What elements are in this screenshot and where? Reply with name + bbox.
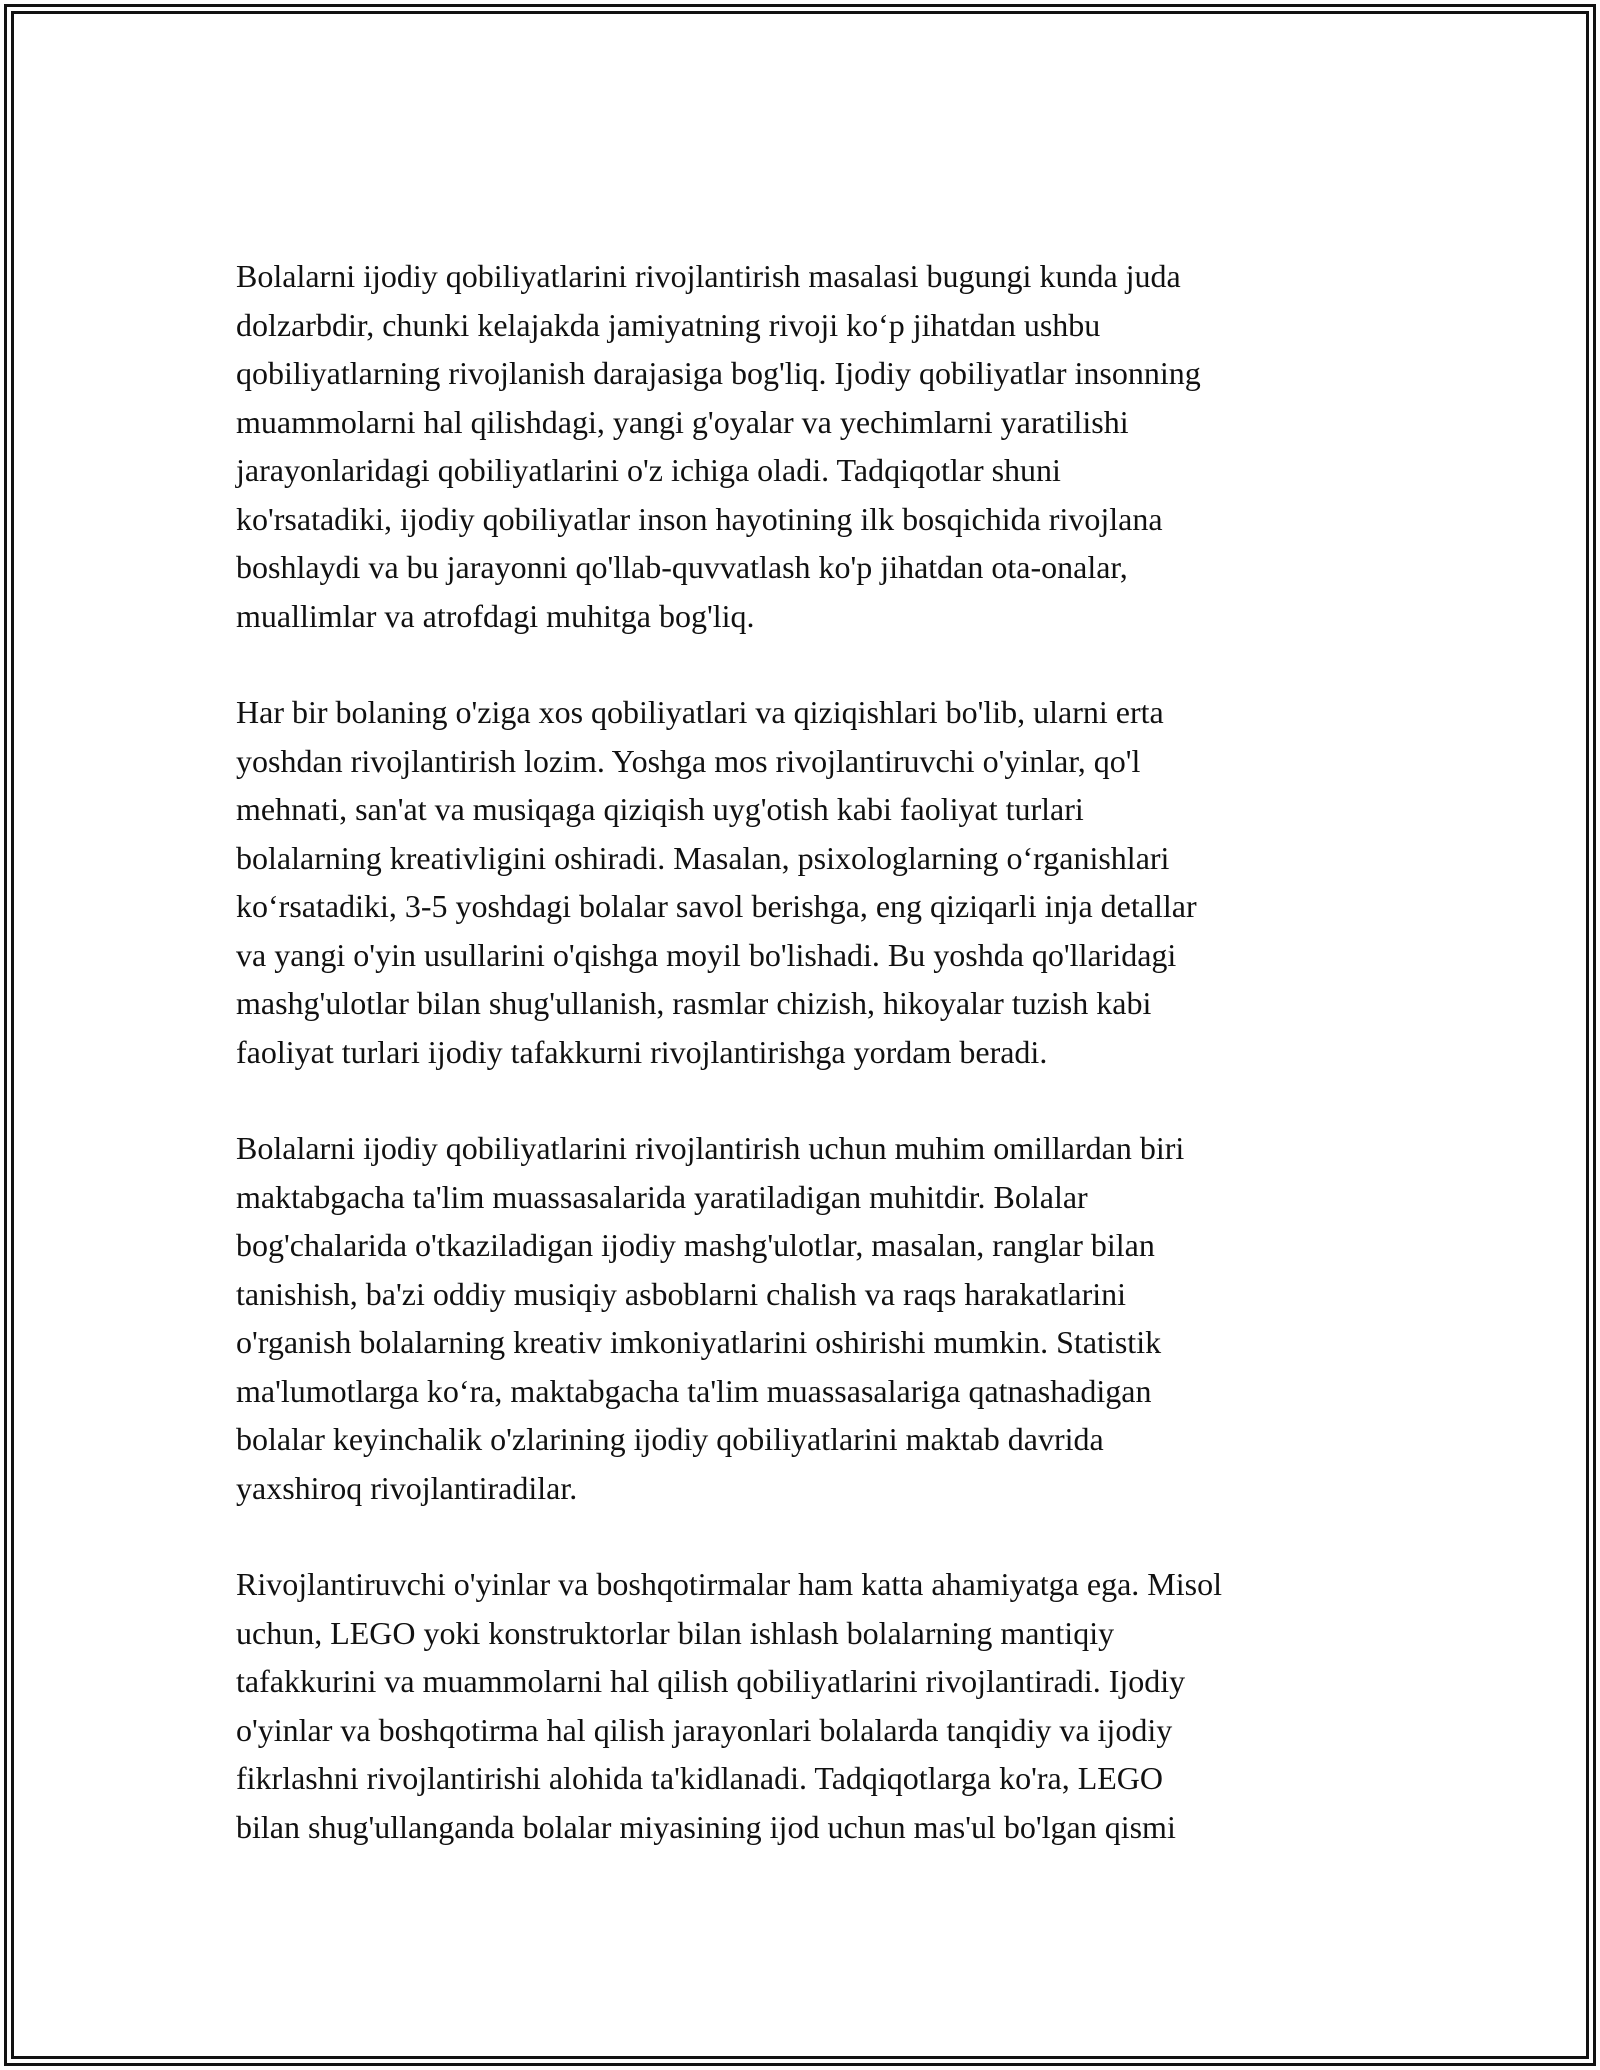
paragraph-2 — [236, 688, 1376, 1076]
text-line: qobiliyatlarning rivojlanish darajasiga bog'liq. Ijodiy qobiliyatlar insonning — [236, 355, 1201, 391]
text-line: Rivojlantiruvchi o'yinlar va boshqotirmalar ham katta ahamiyatga ega. Misol — [236, 1566, 1222, 1602]
paragraph-1 — [236, 252, 1376, 640]
text-line: fikrlashni rivojlantirishi alohida ta'kidlanadi. Tadqiqotlarga ko'ra, LEGO — [236, 1760, 1163, 1796]
paragraph-4 — [236, 1560, 1376, 1851]
text-line: tafakkurini va muammolarni hal qilish qobiliyatlarini rivojlantiradi. Ijodiy — [236, 1663, 1186, 1699]
text-line: tanishish, ba'zi oddiy musiqiy asboblarni chalish va raqs harakatlarini — [236, 1275, 1126, 1312]
text-line: Har bir bolaning o'ziga xos qobiliyatlari va qiziqishlari bo'lib, ularni erta — [236, 694, 1164, 730]
text-line: bolalar keyinchalik o'zlarining ijodiy qobiliyatlarini maktab davrida — [236, 1421, 1104, 1457]
text-line: ko'rsatadiki, ijodiy qobiliyatlar inson hayotining ilk bosqichida rivojlana — [236, 500, 1163, 537]
text-line: bog'chalarida o'tkaziladigan ijodiy mashg'ulotlar, masalan, ranglar bilan — [236, 1227, 1155, 1263]
text-line: mashg'ulotlar bilan shug'ullanish, rasmlar chizish, hikoyalar tuzish kabi — [236, 985, 1152, 1021]
text-line: jarayonlaridagi qobiliyatlarini o'z ichiga oladi. Tadqiqotlar shuni — [236, 452, 1061, 488]
text-line: Bolalarni ijodiy qobiliyatlarini rivojlantirish masalasi bugungi kunda juda — [236, 258, 1181, 294]
text-line: dolzarbdir, chunki kelajakda jamiyatning rivoji koʻp jihatdan ushbu — [236, 306, 1101, 343]
document-body — [236, 252, 1376, 1899]
text-line: maktabgacha ta'lim muassasalarida yaratiladigan muhitdir. Bolalar — [236, 1178, 1088, 1215]
text-line: koʻrsatadiki, 3-5 yoshdagi bolalar savol berishga, eng qiziqarli inja detallar — [236, 888, 1197, 924]
text-line: Bolalarni ijodiy qobiliyatlarini rivojlantirish uchun muhim omillardan biri — [236, 1130, 1185, 1166]
text-line: mehnati, san'at va musiqaga qiziqish uyg'otish kabi faoliyat turlari — [236, 791, 1084, 827]
text-line: bilan shug'ullanganda bolalar miyasining ijod uchun mas'ul bo'lgan qismi — [236, 1808, 1176, 1845]
text-line: uchun, LEGO yoki konstruktorlar bilan ishlash bolalarning mantiqiy — [236, 1614, 1115, 1651]
text-line: yaxshiroq rivojlantiradilar. — [236, 1469, 578, 1506]
text-line: boshlaydi va bu jarayonni qo'llab-quvvatlash ko'p jihatdan ota-onalar, — [236, 549, 1128, 585]
text-line: o'yinlar va boshqotirma hal qilish jarayonlari bolalarda tanqidiy va ijodiy — [236, 1711, 1173, 1748]
text-line: bolalarning kreativligini oshiradi. Masalan, psixologlarning oʻrganishlari — [236, 839, 1170, 876]
text-line: va yangi o'yin usullarini o'qishga moyil bo'lishadi. Bu yoshda qo'llaridagi — [236, 936, 1177, 973]
paragraph-3 — [236, 1124, 1376, 1512]
text-line: muammolarni hal qilishdagi, yangi g'oyalar va yechimlarni yaratilishi — [236, 403, 1129, 440]
text-line: yoshdan rivojlantirish lozim. Yoshga mos rivojlantiruvchi o'yinlar, qo'l — [236, 742, 1141, 779]
text-line: o'rganish bolalarning kreativ imkoniyatlarini oshirishi mumkin. Statistik — [236, 1324, 1162, 1360]
text-line: faoliyat turlari ijodiy tafakkurni rivojlantirishga yordam beradi. — [236, 1033, 1048, 1070]
text-line: ma'lumotlarga koʻra, maktabgacha ta'lim muassasalariga qatnashadigan — [236, 1372, 1152, 1409]
text-line: muallimlar va atrofdagi muhitga bog'liq. — [236, 597, 755, 634]
